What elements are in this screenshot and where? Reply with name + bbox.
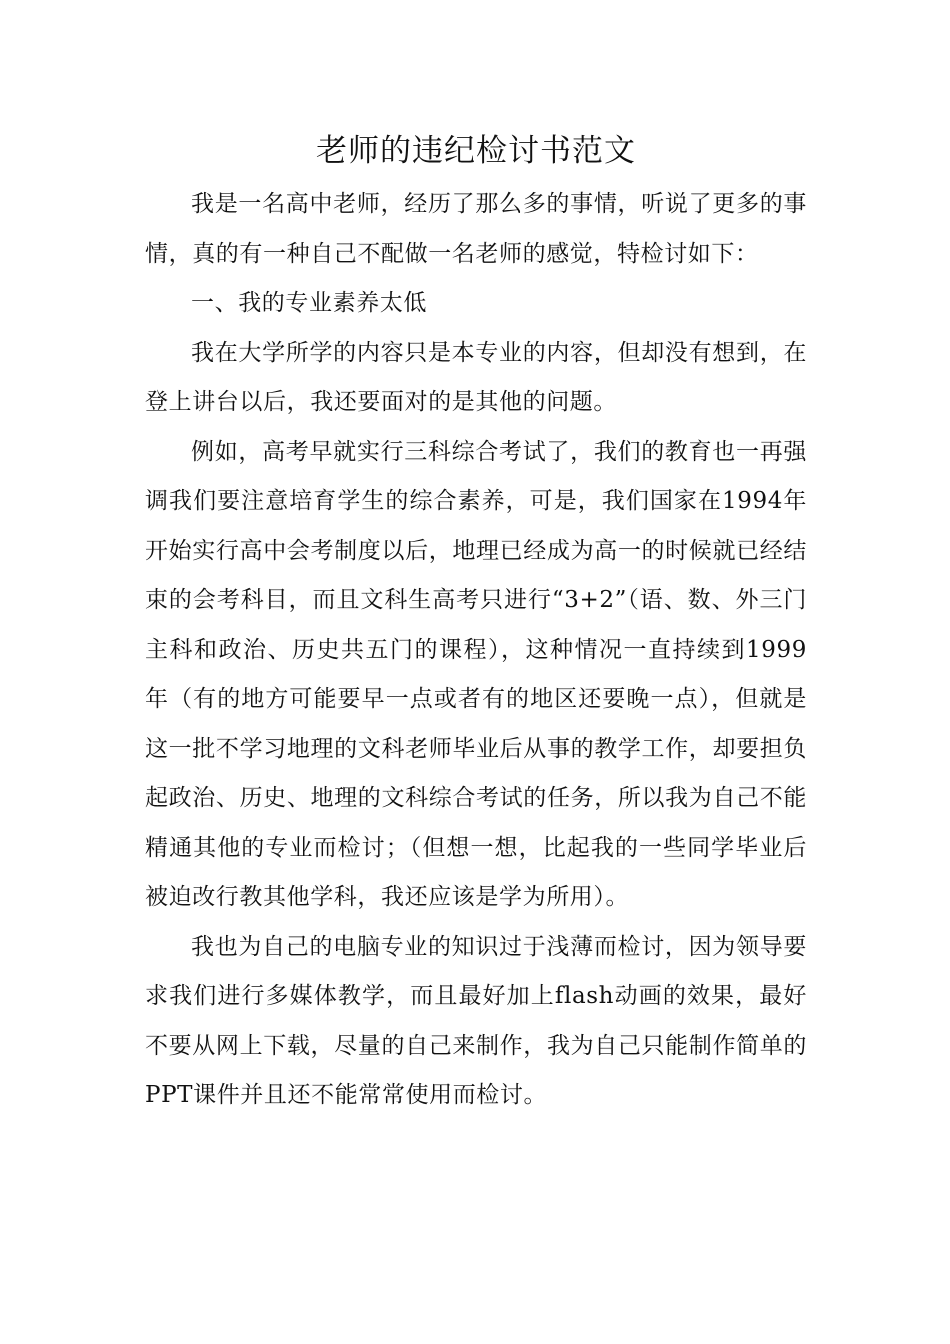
paragraph-computer: 我也为自己的电脑专业的知识过于浅薄而检讨，因为领导要求我们进行多媒体教学，而且最好加上flash动画的效果，最好不要从网上下载，尽量的自己来制作，我为自己只能制作简单的PPT课件并且还不能常常使用而检讨。 <box>145 933 807 1108</box>
paragraph-university: 我在大学所学的内容只是本专业的内容，但却没有想到，在登上讲台以后，我还要面对的是其他的问题。 <box>145 339 807 415</box>
document-title: 老师的违纪检讨书范文 <box>316 133 636 169</box>
paragraph-intro: 我是一名高中老师，经历了那么多的事情，听说了更多的事情，真的有一种自己不配做一名老师的感觉，特检讨如下： <box>145 191 807 267</box>
paragraph-example: 例如，高考早就实行三科综合考试了，我们的教育也一再强调我们要注意培育学生的综合素养，可是，我们国家在1994年开始实行高中会考制度以后，地理已经成为高一的时候就已经结束的会考科目，而且文科生高考只进行“3+2”（语、数、外三门主科和政治、历史共五门的课程），这种情况一直持续到1999年（有的地方可能要早一点或者有的地区还要晚一点），但就是这一批不学习地理的文科老师毕业后从事的教学工作，却要担负起政治、历史、地理的文科综合考试的任务，所以我为自己不能精通其他的专业而检讨；（但想一想，比起我的一些同学毕业后被迫改行教其他学科，我还应该是学为所用）。 <box>145 438 807 910</box>
document-body <box>145 126 807 1121</box>
section-heading-1: 一、我的专业素养太低 <box>191 290 427 316</box>
